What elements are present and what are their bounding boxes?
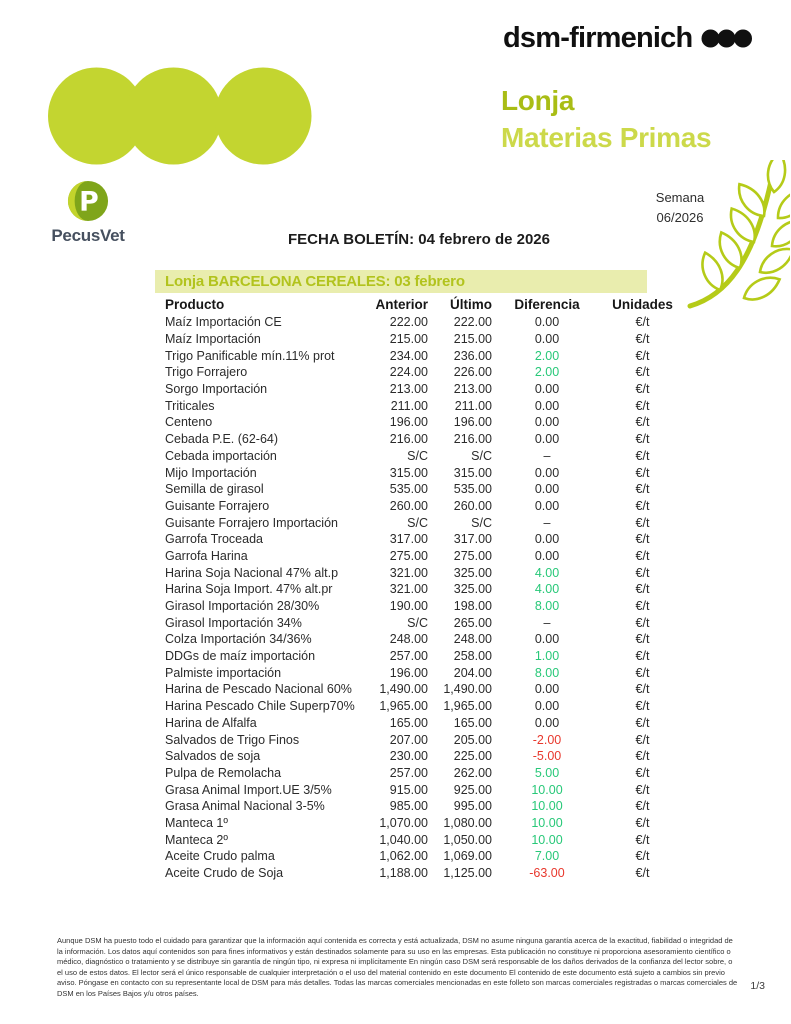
cell-ultimo: 205.00 [453,732,492,747]
table-row [155,397,683,414]
cell-unidades: €/t [635,515,650,530]
cell-product: Maíz Importación CE [165,315,282,330]
cell-unidades: €/t [635,632,650,647]
cell-product: Grasa Animal Nacional 3-5% [165,799,325,814]
table-row [155,715,683,732]
cell-product: Grasa Animal Import.UE 3/5% [165,782,332,797]
cell-product: Guisante Forrajero [165,498,270,513]
table-row [155,564,683,581]
cell-diferencia: 0.00 [534,548,560,563]
table-header-row [155,294,683,314]
cell-anterior: 985.00 [389,799,428,814]
cell-anterior: 1,062.00 [379,849,428,864]
table-row [155,364,683,381]
cell-unidades: €/t [635,582,650,597]
table-row [155,731,683,748]
cell-diferencia: – [543,515,551,530]
week-label: Semana [655,190,705,205]
cell-product: Sorgo Importación [165,382,268,397]
cell-product: Harina Pescado Chile Superp70% [165,699,355,714]
table-row [155,598,683,615]
cell-product: Harina Soja Import. 47% alt.pr [165,582,333,597]
header-producto: Producto [165,296,225,312]
table-row [155,648,683,665]
cell-anterior: 317.00 [389,532,428,547]
cell-unidades: €/t [635,532,650,547]
cell-anterior: 1,040.00 [379,832,428,847]
cell-ultimo: S/C [471,448,492,463]
cell-anterior: 224.00 [389,365,428,380]
cell-diferencia: 4.00 [534,582,560,597]
table-row [155,314,683,331]
cell-anterior: 248.00 [389,632,428,647]
cell-unidades: €/t [635,398,650,413]
cell-diferencia: 0.00 [534,682,560,697]
wheat-branch-icon [686,160,790,310]
cell-ultimo: 925.00 [453,782,492,797]
cell-product: Garrofa Harina [165,548,248,563]
cell-product: Semilla de girasol [165,482,264,497]
cell-diferencia: 8.00 [534,665,560,680]
cell-unidades: €/t [635,365,650,380]
table-row [155,865,683,882]
cell-product: Manteca 2º [165,832,228,847]
cell-unidades: €/t [635,749,650,764]
cell-diferencia: 8.00 [534,599,560,614]
cell-product: Trigo Panificable mín.11% prot [165,348,335,363]
cell-ultimo: S/C [471,515,492,530]
table-row [155,431,683,448]
cell-unidades: €/t [635,765,650,780]
cell-ultimo: 225.00 [453,749,492,764]
cell-diferencia: -5.00 [532,749,562,764]
pecusvet-logo [42,180,134,246]
cell-anterior: 915.00 [389,782,428,797]
table-row [155,548,683,565]
cell-ultimo: 213.00 [453,382,492,397]
cell-anterior: 196.00 [389,665,428,680]
table-row [155,581,683,598]
three-circles-icon [48,67,314,165]
cell-ultimo: 1,490.00 [443,682,492,697]
cell-diferencia: 0.00 [534,415,560,430]
cell-product: DDGs de maíz importación [165,649,316,664]
cell-diferencia: 0.00 [534,382,560,397]
cell-product: Harina Soja Nacional 47% alt.p [165,565,339,580]
cell-anterior: 1,188.00 [379,866,428,881]
cell-ultimo: 325.00 [453,582,492,597]
cell-diferencia: 2.00 [534,348,560,363]
cell-unidades: €/t [635,415,650,430]
table-row [155,681,683,698]
cell-ultimo: 1,125.00 [443,866,492,881]
pecusvet-wordmark: PecusVet [51,226,125,245]
cell-diferencia: 10.00 [531,815,563,830]
cell-product: Garrofa Troceada [165,532,263,547]
cell-diferencia: 10.00 [531,799,563,814]
cell-unidades: €/t [635,565,650,580]
cell-unidades: €/t [635,615,650,630]
cell-anterior: S/C [407,448,428,463]
cell-unidades: €/t [635,382,650,397]
bulletin-date: FECHA BOLETÍN: 04 febrero de 2026 [287,231,550,248]
cell-product: Colza Importación 34/36% [165,632,312,647]
cell-unidades: €/t [635,465,650,480]
cell-diferencia: 0.00 [534,715,560,730]
cell-unidades: €/t [635,699,650,714]
cell-ultimo: 216.00 [453,432,492,447]
cell-diferencia: 0.00 [534,398,560,413]
dsm-firmenich-wordmark: dsm-firmenich [503,22,693,54]
cell-anterior: 190.00 [389,599,428,614]
table-row [155,331,683,348]
cell-ultimo: 1,965.00 [443,699,492,714]
cell-product: Pulpa de Remolacha [165,765,282,780]
cell-anterior: 215.00 [389,332,428,347]
cell-unidades: €/t [635,732,650,747]
cell-diferencia: 0.00 [534,699,560,714]
cell-unidades: €/t [635,448,650,463]
cell-diferencia: 0.00 [534,532,560,547]
cell-anterior: 165.00 [389,715,428,730]
table-row [155,781,683,798]
dsm-dots-icon [701,29,753,48]
cell-anterior: 315.00 [389,465,428,480]
cell-unidades: €/t [635,432,650,447]
table-row [155,464,683,481]
cell-diferencia: 10.00 [531,782,563,797]
cell-ultimo: 165.00 [453,715,492,730]
cell-anterior: 211.00 [390,398,428,413]
cell-anterior: 216.00 [389,432,428,447]
cell-product: Maíz Importación [165,332,261,347]
cell-unidades: €/t [635,715,650,730]
cell-ultimo: 1,050.00 [443,832,492,847]
cell-anterior: 257.00 [389,649,428,664]
table-row [155,531,683,548]
cell-product: Triticales [165,398,215,413]
cell-anterior: 1,965.00 [379,699,428,714]
section-header-bar [155,270,647,293]
header-unidades: Unidades [612,296,673,312]
cell-unidades: €/t [635,866,650,881]
cell-unidades: €/t [635,548,650,563]
cell-product: Guisante Forrajero Importación [165,515,338,530]
table-row [155,481,683,498]
cell-product: Harina de Pescado Nacional 60% [165,682,352,697]
cell-product: Girasol Importación 34% [165,615,302,630]
cell-diferencia: 0.00 [534,332,560,347]
cell-anterior: S/C [407,515,428,530]
cell-ultimo: 258.00 [453,649,492,664]
cell-anterior: 257.00 [389,765,428,780]
cell-unidades: €/t [635,348,650,363]
cell-ultimo: 248.00 [453,632,492,647]
cell-ultimo: 260.00 [453,498,492,513]
cell-anterior: 222.00 [389,315,428,330]
cell-diferencia: 0.00 [534,315,560,330]
cell-diferencia: 1.00 [534,649,560,664]
cell-ultimo: 1,080.00 [443,815,492,830]
cell-ultimo: 211.00 [454,398,492,413]
cell-diferencia: 0.00 [534,498,560,513]
table-row [155,514,683,531]
cell-ultimo: 995.00 [453,799,492,814]
cell-diferencia: 0.00 [534,482,560,497]
table-row [155,448,683,465]
cell-product: Girasol Importación 28/30% [165,599,320,614]
week-value: 06/2026 [656,210,704,225]
cell-unidades: €/t [635,849,650,864]
table-row [155,815,683,832]
cell-ultimo: 535.00 [453,482,492,497]
cell-product: Salvados de soja [165,749,261,764]
pecusvet-mark-icon [67,180,109,222]
page-number: 1/3 [750,980,765,992]
page-title-line1: Lonja [501,85,575,116]
cell-unidades: €/t [635,332,650,347]
cell-unidades: €/t [635,315,650,330]
cell-ultimo: 196.00 [453,415,492,430]
cell-anterior: 1,070.00 [379,815,428,830]
disclaimer-text: Aunque DSM ha puesto todo el cuidado para garantizar que la información aquí contenida es correcta y está actualizada, DSM no asume ninguna garantía acerca de la exactitud, fiabilidad o integridad de la información. Los datos aquí contenidos son para fines informativos y están destinados solamente para su uso en las empresas. Esta publicación no constituye ni proporciona asesoramiento científico o médico, diagnóstico o tratamiento y se distribuye sin garantía de ningún tipo, ni expresa ni implícitamente En ningún caso DSM será responsable de los daños derivados de la confianza del lector sobre, o el uso de estos datos. El lector será el único responsable de cualquier interpretación o el uso del material contenido en este documento El contenido de este documento está sujeto a cambios sin previo aviso. Póngase en contacto con su representante local de DSM para más detalles. Todas las marcas comerciales mencionadas en este folleto son marcas comerciales registradas o marcas comerciales de DSM en los Países Bajos y/u otros países. [57,936,738,998]
cell-anterior: 196.00 [389,415,428,430]
cell-diferencia: -63.00 [529,866,565,881]
cell-product: Manteca 1º [165,815,228,830]
table-row [155,848,683,865]
cell-product: Aceite Crudo de Soja [165,866,284,881]
cell-product: Mijo Importación [165,465,257,480]
cell-ultimo: 204.00 [453,665,492,680]
cell-diferencia: 0.00 [534,632,560,647]
header-ultimo: Último [450,296,492,312]
cell-product: Palmiste importación [165,665,282,680]
cell-unidades: €/t [635,832,650,847]
dsm-firmenich-logo [503,22,753,55]
header-diferencia: Diferencia [514,296,580,312]
cell-ultimo: 236.00 [453,348,492,363]
cell-unidades: €/t [635,782,650,797]
cell-ultimo: 325.00 [453,565,492,580]
header-anterior: Anterior [375,296,428,312]
cell-unidades: €/t [635,482,650,497]
cell-diferencia: 4.00 [534,565,560,580]
cell-anterior: 213.00 [389,382,428,397]
cell-ultimo: 222.00 [453,315,492,330]
cell-anterior: 321.00 [389,582,428,597]
table-row [155,347,683,364]
cell-ultimo: 262.00 [453,765,492,780]
cell-unidades: €/t [635,815,650,830]
cell-diferencia: 2.00 [534,365,560,380]
cell-unidades: €/t [635,649,650,664]
cell-anterior: 260.00 [389,498,428,513]
cell-unidades: €/t [635,665,650,680]
table-row [155,748,683,765]
page-title-line2: Materias Primas [501,122,712,153]
cell-ultimo: 317.00 [453,532,492,547]
cell-product: Centeno [165,415,213,430]
cell-product: Harina de Alfalfa [165,715,257,730]
cell-anterior: 230.00 [389,749,428,764]
table-row [155,698,683,715]
cell-diferencia: 5.00 [534,765,560,780]
table-row [155,765,683,782]
cell-anterior: 535.00 [389,482,428,497]
cell-product: Cebada importación [165,448,277,463]
cell-anterior: 275.00 [389,548,428,563]
cell-diferencia: -2.00 [532,732,562,747]
cell-ultimo: 275.00 [453,548,492,563]
cell-product: Salvados de Trigo Finos [165,732,300,747]
cell-diferencia: – [543,615,551,630]
table-body [155,314,683,881]
cell-ultimo: 315.00 [453,465,492,480]
cell-anterior: 207.00 [389,732,428,747]
cell-product: Cebada P.E. (62-64) [165,432,279,447]
cell-anterior: 321.00 [389,565,428,580]
cell-unidades: €/t [635,498,650,513]
table-row [155,798,683,815]
page-title [501,82,711,156]
price-table [155,294,683,881]
table-row [155,631,683,648]
table-row [155,614,683,631]
cell-diferencia: 0.00 [534,432,560,447]
cell-unidades: €/t [635,599,650,614]
table-row [155,414,683,431]
table-row [155,831,683,848]
cell-ultimo: 198.00 [453,599,492,614]
cell-unidades: €/t [635,682,650,697]
cell-ultimo: 226.00 [453,365,492,380]
cell-ultimo: 265.00 [453,615,492,630]
cell-product: Trigo Forrajero [165,365,248,380]
svg-text:P: P [79,186,99,218]
cell-diferencia: – [543,448,551,463]
cell-product: Aceite Crudo palma [165,849,275,864]
cell-unidades: €/t [635,799,650,814]
section-title: Lonja BARCELONA CEREALES: 03 febrero [165,273,465,290]
table-row [155,381,683,398]
cell-anterior: S/C [407,615,428,630]
cell-anterior: 1,490.00 [379,682,428,697]
cell-diferencia: 10.00 [531,832,563,847]
table-row [155,498,683,515]
cell-ultimo: 1,069.00 [443,849,492,864]
table-row [155,664,683,681]
cell-anterior: 234.00 [389,348,428,363]
cell-diferencia: 0.00 [534,465,560,480]
cell-diferencia: 7.00 [534,849,560,864]
cell-ultimo: 215.00 [453,332,492,347]
